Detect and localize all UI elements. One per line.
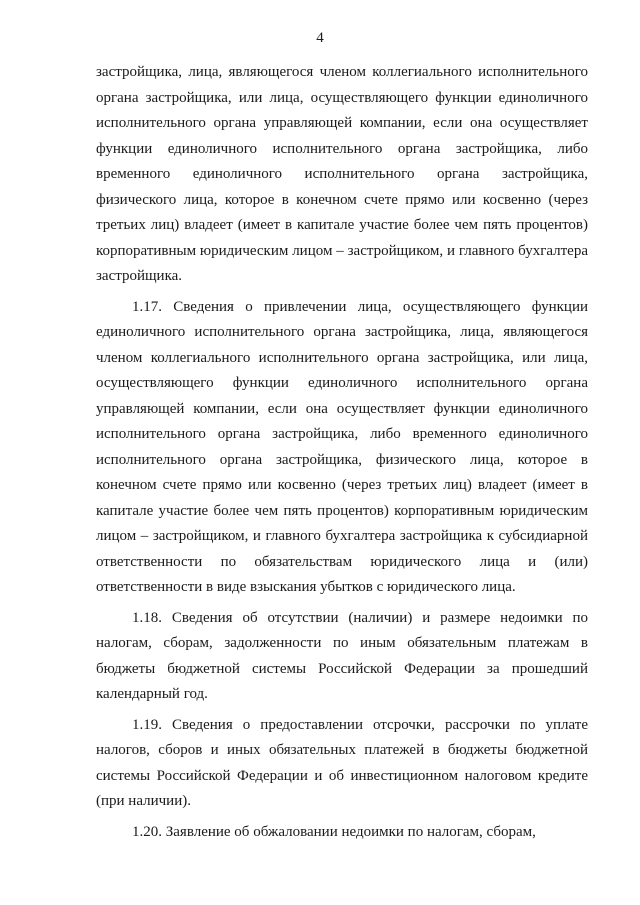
page-number: 4 xyxy=(316,30,324,46)
paragraph-continuation: застройщика, лица, являющегося членом коллегиального исполнительного органа застройщика, или лица, осуществляющего функции единоличного исполнительного органа управляющей компании, если она осуществляет функции единоличного исполнительного органа застройщика, либо временного единоличного исполнительного органа застройщика, физического лица, которое в конечном счете прямо или косвенно (через третьих лиц) владеет (имеет в капитале участие более чем пять процентов) корпоративным юридическим лицом – застройщиком, и главного бухгалтера застройщика. xyxy=(96,64,588,284)
document-body xyxy=(96,60,588,845)
paragraph-1-19: 1.19. Сведения о предоставлении отсрочки, рассрочки по уплате налогов, сборов и иных обязательных платежей в бюджеты бюджетной системы Российской Федерации и об инвестиционном налоговом кредите (при наличии). xyxy=(96,716,588,809)
paragraph-1-18: 1.18. Сведения об отсутствии (наличии) и размере недоимки по налогам, сборам, задолженности по иным обязательным платежам в бюджеты бюджетной системы Российской Федерации за прошедший календарный год. xyxy=(96,609,588,702)
paragraph-1-20: 1.20. Заявление об обжаловании недоимки по налогам, сборам, xyxy=(132,823,536,840)
paragraph-1-17: 1.17. Сведения о привлечении лица, осуществляющего функции единоличного исполнительного органа застройщика, лица, являющегося членом коллегиального исполнительного органа застройщика, или лица, осуществляющего функции единоличного исполнительного органа управляющей компании, если она осуществляет функции единоличного исполнительного органа застройщика, либо временного единоличного исполнительного органа застройщика, физического лица, которое в конечном счете прямо или косвенно (через третьих лиц) владеет (имеет в капитале участие более чем пять процентов) корпоративным юридическим лицом – застройщиком, и главного бухгалтера застройщика к субсидиарной ответственности по обязательствам юридического лица и (или) ответственности в виде взыскания убытков с юридического лица. xyxy=(96,298,588,595)
